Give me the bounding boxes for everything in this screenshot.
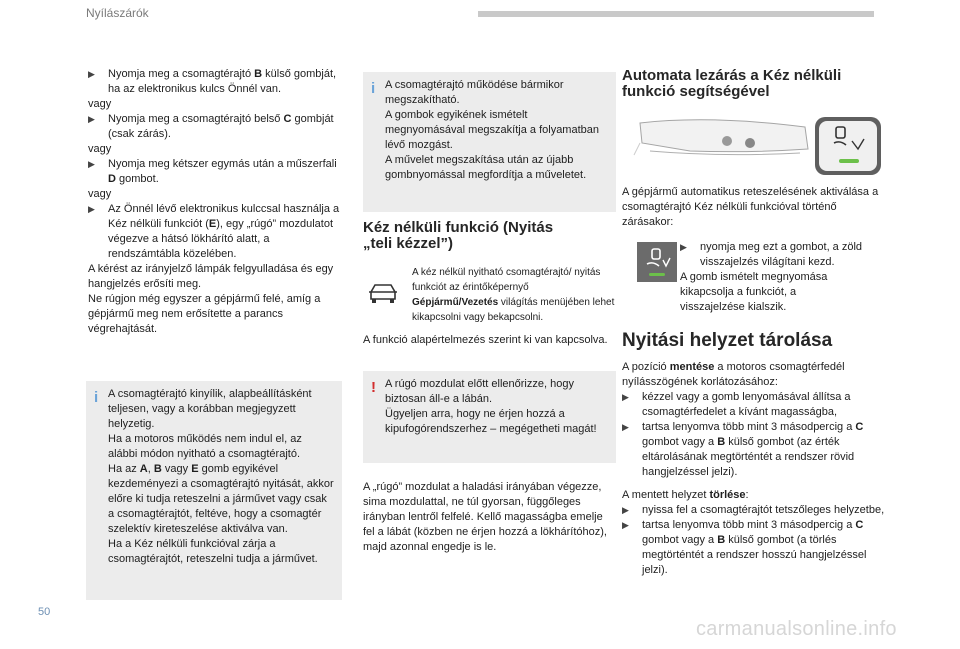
section-heading: Automata lezárás a Kéz nélküli funkció segítségével	[622, 67, 842, 100]
arrow-bullet-icon: ▶	[622, 505, 629, 515]
list-item: ▶ tartsa lenyomva több mint 3 másodpercig a C gombot vagy a B külső gombot (a törlés megtörténtét a rendszer hosszú hangjelzéssel jelzi).	[622, 519, 867, 576]
list-item: ▶ nyomja meg ezt a gombot, a zöld visszajelzés világítani kezd.	[680, 241, 863, 268]
info-icon: i	[94, 389, 99, 406]
arrow-bullet-icon: ▶	[88, 69, 95, 79]
paragraph: Ne rúgjon még egyszer a gépjármű felé, amíg a gépjármű meg nem erősítette a parancs végrehajtását.	[88, 293, 321, 335]
info-note: i A csomagtérajtó kinyílik, alapbeállításként teljesen, vagy a korábban megjegyzett helyzetig. Ha a motoros működés nem indul el, az alábbi módon nyitható a csomagtérajtó. Ha az A, B vagy E gomb egyikével kezdeményezi a csomagtérajtó nyitását, akkor előre ki tudja reteszelni a járművet vagy csak a csomagtérajtót, feltéve, hogy a csomagtér szelektív kireteszelése aktiválva van. Ha a Kéz nélküli funkcióval zárja a csomagtérajtót, reteszelni tudja a járművet.	[86, 381, 342, 600]
warning-note: ! A rúgó mozdulat előtt ellenőrizze, hogy biztosan áll-e a lábán. Ügyeljen arra, hogy ne érjen hozzá a kipufogórendszerhez – megégetheti magát!	[363, 371, 616, 463]
info-note: i A csomagtérajtó működése bármikor megszakítható. A gombok egyikének ismételt megnyomásával megszakítja a folyamatban lévő mozgást. A művelet megszakítása után az újabb gombnyomással megfordítja a műveletet.	[363, 72, 616, 212]
column-1	[88, 67, 343, 337]
warning-icon: !	[371, 379, 376, 396]
or-label: vagy	[88, 98, 112, 110]
list-item: ▶ Az Önnél lévő elektronikus kulccsal használja a Kéz nélküli funkciót (E), egy „rúgó” mozdulatot végezve a hátsó lökhárító alatt, a rendszámtábla közelében.	[88, 203, 340, 260]
section-heading: Nyitási helyzet tárolása	[622, 330, 833, 351]
list-item: ▶ nyissa fel a csomagtérajtót tetszőleges helyzetbe,	[622, 504, 885, 516]
arrow-bullet-icon: ▶	[88, 159, 95, 169]
list-item: ▶ Nyomja meg kétszer egymás után a műszerfali D gombot.	[88, 158, 337, 185]
arrow-bullet-icon: ▶	[680, 242, 687, 252]
or-label: vagy	[88, 188, 112, 200]
arrow-bullet-icon: ▶	[622, 520, 629, 530]
list-item: ▶ kézzel vagy a gomb lenyomásával állítsa a csomagtérfedelet a kívánt magasságba,	[622, 391, 851, 418]
paragraph: A gomb ismételt megnyomása kikapcsolja a funkciót, a visszajelzése kialszik.	[680, 271, 828, 313]
paragraph: A funkció alapértelmezés szerint ki van kapcsolva.	[363, 334, 608, 346]
watermark: carmanualsonline.info	[696, 618, 897, 640]
column-3-body	[622, 360, 890, 578]
arrow-bullet-icon: ▶	[622, 392, 629, 402]
list-item: ▶ Nyomja meg a csomagtérajtó belső C gombját (csak zárás).	[88, 113, 334, 140]
lock-button-icon	[637, 242, 677, 282]
paragraph: A kérést az irányjelző lámpák felgyulladása és egy hangjelzés erősíti meg.	[88, 263, 334, 290]
info-icon: i	[371, 80, 376, 97]
paragraph: A gépjármű automatikus reteszelésének aktiválása a csomagtérajtó Kéz nélküli funkcióval történő zárásakor:	[622, 186, 879, 228]
section-heading: Kéz nélküli funkció (Nyitás „teli kézzel”)	[363, 219, 554, 252]
paragraph: A „rúgó” mozdulat a haladási irányában végezze, sima mozdulattal, ne túl gyorsan, függőleges irányban lentről felfelé. Kellő magasságba emelje fel a lábát (közben ne érjen hozzá a lökhárítóhoz), majd azonnal engedje is le.	[363, 481, 607, 553]
arrow-bullet-icon: ▶	[622, 422, 629, 432]
header-bar	[478, 11, 874, 17]
arrow-bullet-icon: ▶	[88, 114, 95, 124]
arrow-bullet-icon: ▶	[88, 204, 95, 214]
tailgate-illustration	[630, 113, 882, 177]
page-number: 50	[38, 606, 51, 618]
car-settings-icon	[366, 278, 400, 306]
icon-description: A kéz nélkül nyitható csomagtérajtó/ nyitás funkciót az érintőképernyő Gépjármű/Vezetés világítás menüjében lehet kikapcsolni vagy bekapcsolni.	[412, 267, 615, 323]
section-title: Nyílászárók	[86, 6, 149, 20]
paragraph: A mentett helyzet törlése:	[622, 489, 749, 501]
list-item: ▶ tartsa lenyomva több mint 3 másodpercig a C gombot vagy a B külső gombot (az érték eltárolásának megtörténtét a rendszer rövid hangjelzéssel jelzi).	[622, 421, 864, 478]
list-item: ▶ Nyomja meg a csomagtérajtó B külső gombját, ha az elektronikus kulcs Önnél van.	[88, 68, 337, 95]
or-label: vagy	[88, 143, 112, 155]
paragraph: A pozíció mentése a motoros csomagtérfedél nyílásszögének korlátozásához:	[622, 361, 845, 388]
